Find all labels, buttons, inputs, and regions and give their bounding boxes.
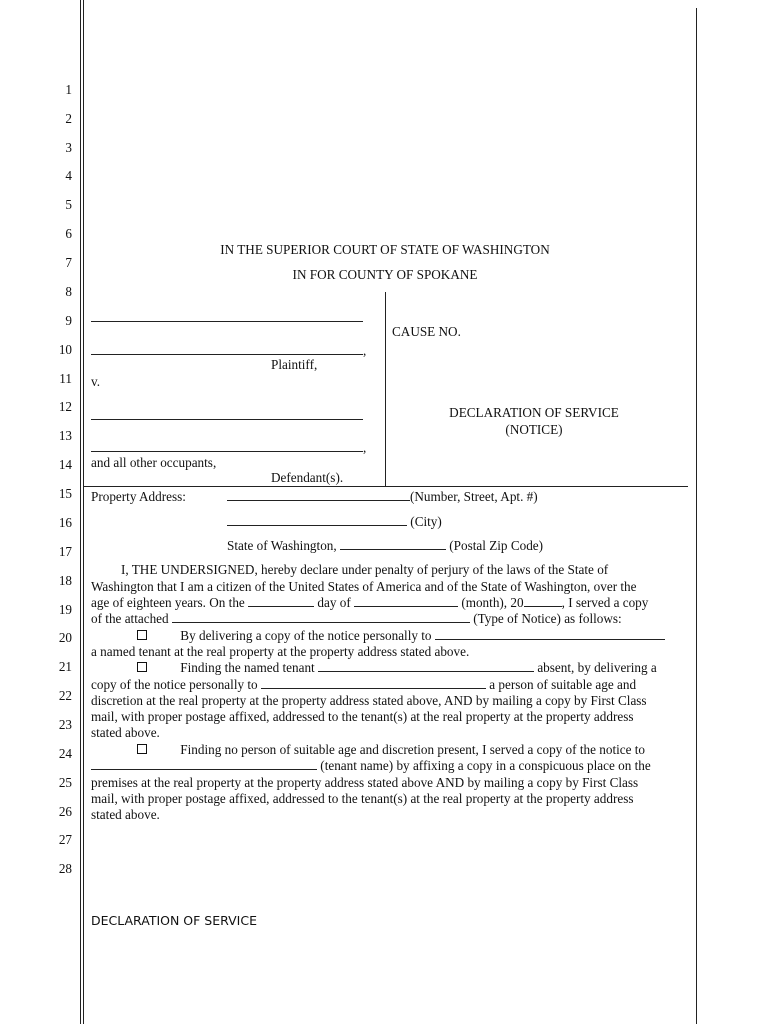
line-number: 18 xyxy=(58,573,72,588)
plaintiff-label: Plaintiff, xyxy=(271,357,318,372)
option-3-line-4: mail, with proper postage affixed, addressed to the tenant(s) at the real property at the property address xyxy=(91,791,634,806)
month-text: (month), 20 xyxy=(461,595,524,610)
city-field[interactable] xyxy=(227,514,407,526)
served-on-text: age of eighteen years. On the xyxy=(91,595,245,610)
property-state-row xyxy=(227,538,543,554)
option-personal-delivery xyxy=(137,628,665,644)
caption-bottom-rule xyxy=(84,486,688,487)
recipient-name-field[interactable] xyxy=(261,677,486,689)
document-title: DECLARATION OF SERVICE xyxy=(449,405,619,420)
line-number: 15 xyxy=(58,486,72,501)
defendant-name-line-1[interactable] xyxy=(91,419,363,420)
document-subtitle: (NOTICE) xyxy=(505,422,563,437)
line-number: 23 xyxy=(58,717,72,732)
line-number: 14 xyxy=(58,457,72,472)
defendants-label: Defendant(s). xyxy=(271,470,344,485)
zip-field[interactable] xyxy=(340,538,446,550)
line-number: 24 xyxy=(58,746,72,761)
option-2-line-3: discretion at the real property at the property address stated above, AND by mailing a copy by First Class xyxy=(91,693,647,708)
right-margin-rule xyxy=(696,8,697,1024)
line-number: 25 xyxy=(58,775,72,790)
cause-number-label: CAUSE NO. xyxy=(392,324,461,339)
line-number: 27 xyxy=(58,832,72,847)
other-occupants-label: and all other occupants, xyxy=(91,455,217,470)
declaration-line-3 xyxy=(91,595,648,611)
option-2-line-2 xyxy=(91,677,636,693)
option-substitute-delivery xyxy=(137,660,657,676)
copy-personally-text: copy of the notice personally to xyxy=(91,677,258,692)
zip-hint: (Postal Zip Code) xyxy=(449,538,544,553)
notice-type-field[interactable] xyxy=(172,611,470,623)
declaration-line-4 xyxy=(91,611,622,627)
substitute-delivery-checkbox[interactable] xyxy=(137,662,147,672)
line-number: 5 xyxy=(65,197,72,212)
personal-delivery-checkbox[interactable] xyxy=(137,630,147,640)
option-2-line-4: mail, with proper postage affixed, addressed to the tenant(s) at the real property at the property address xyxy=(91,709,634,724)
option-3-line-5: stated above. xyxy=(91,807,160,822)
line-number: 13 xyxy=(58,428,72,443)
property-street-row xyxy=(227,489,538,505)
line-number: 10 xyxy=(58,342,72,357)
declaration-line-1: I, THE UNDERSIGNED, hereby declare under penalty of perjury of the laws of the State of xyxy=(121,562,609,577)
line-number: 7 xyxy=(65,255,72,270)
street-field[interactable] xyxy=(227,489,410,501)
tenant-name-hint: (tenant name) by affixing a copy in a conspicuous place on the xyxy=(320,758,651,773)
option-2-line-5: stated above. xyxy=(91,725,160,740)
suitable-age-text: a person of suitable age and xyxy=(489,677,637,692)
left-margin-rule xyxy=(80,0,81,1024)
served-copy-text: , I served a copy xyxy=(561,595,649,610)
notice-type-text: (Type of Notice) as follows: xyxy=(473,611,622,626)
line-number: 20 xyxy=(58,630,72,645)
line-number: 26 xyxy=(58,804,72,819)
line-number: 4 xyxy=(65,168,72,183)
defendant-name-line-2[interactable] xyxy=(91,451,363,452)
line-number: 8 xyxy=(65,284,72,299)
line-number: 11 xyxy=(59,371,72,386)
line-number: 2 xyxy=(65,111,72,126)
versus-label: v. xyxy=(91,374,101,389)
option-1-line-2: a named tenant at the real property at the property address stated above. xyxy=(91,644,470,659)
option-3-line-3: premises at the real property at the property address stated above AND by mailing a copy by First Class xyxy=(91,775,639,790)
court-title: IN THE SUPERIOR COURT OF STATE OF WASHINGTON xyxy=(220,242,550,257)
day-field[interactable] xyxy=(248,595,314,607)
line-number: 17 xyxy=(58,544,72,559)
property-address-label: Property Address: xyxy=(91,489,186,504)
line-number: 3 xyxy=(65,140,72,155)
line-number: 22 xyxy=(58,688,72,703)
year-field[interactable] xyxy=(524,595,562,607)
named-tenant-text: Finding the named tenant xyxy=(180,660,315,675)
line-number: 21 xyxy=(58,659,72,674)
city-hint: (City) xyxy=(410,514,442,529)
state-text: State of Washington, xyxy=(227,538,337,553)
line-number: 19 xyxy=(58,602,72,617)
day-of-text: day of xyxy=(317,595,351,610)
tenant-name-field-2[interactable] xyxy=(318,660,534,672)
posting-checkbox[interactable] xyxy=(137,744,147,754)
defendant-comma: , xyxy=(363,440,367,455)
plaintiff-name-line-2[interactable] xyxy=(91,354,363,355)
line-number: 16 xyxy=(58,515,72,530)
tenant-name-field-3[interactable] xyxy=(91,758,317,770)
personal-delivery-text: By delivering a copy of the notice personally to xyxy=(180,628,432,643)
absent-text: absent, by delivering a xyxy=(537,660,657,675)
line-number: 1 xyxy=(65,82,72,97)
option-posting xyxy=(137,742,645,758)
plaintiff-name-line-1[interactable] xyxy=(91,321,363,322)
footer-label: DECLARATION OF SERVICE xyxy=(91,913,257,928)
declaration-line-2: Washington that I am a citizen of the United States of America and of the State of Washington, over the xyxy=(91,579,637,594)
month-field[interactable] xyxy=(354,595,458,607)
no-person-text: Finding no person of suitable age and discretion present, I served a copy of the notice to xyxy=(180,742,646,757)
line-number: 28 xyxy=(58,861,72,876)
tenant-name-field-1[interactable] xyxy=(435,628,665,640)
plaintiff-comma: , xyxy=(363,343,367,358)
property-city-row xyxy=(227,514,442,530)
line-number: 6 xyxy=(65,226,72,241)
line-number: 9 xyxy=(65,313,72,328)
attached-text: of the attached xyxy=(91,611,169,626)
caption-divider xyxy=(385,292,386,486)
option-3-line-2 xyxy=(91,758,651,774)
street-hint: (Number, Street, Apt. #) xyxy=(410,489,538,504)
left-margin-rule-inner xyxy=(83,0,84,1024)
line-number: 12 xyxy=(58,399,72,414)
county-title: IN FOR COUNTY OF SPOKANE xyxy=(292,267,478,282)
